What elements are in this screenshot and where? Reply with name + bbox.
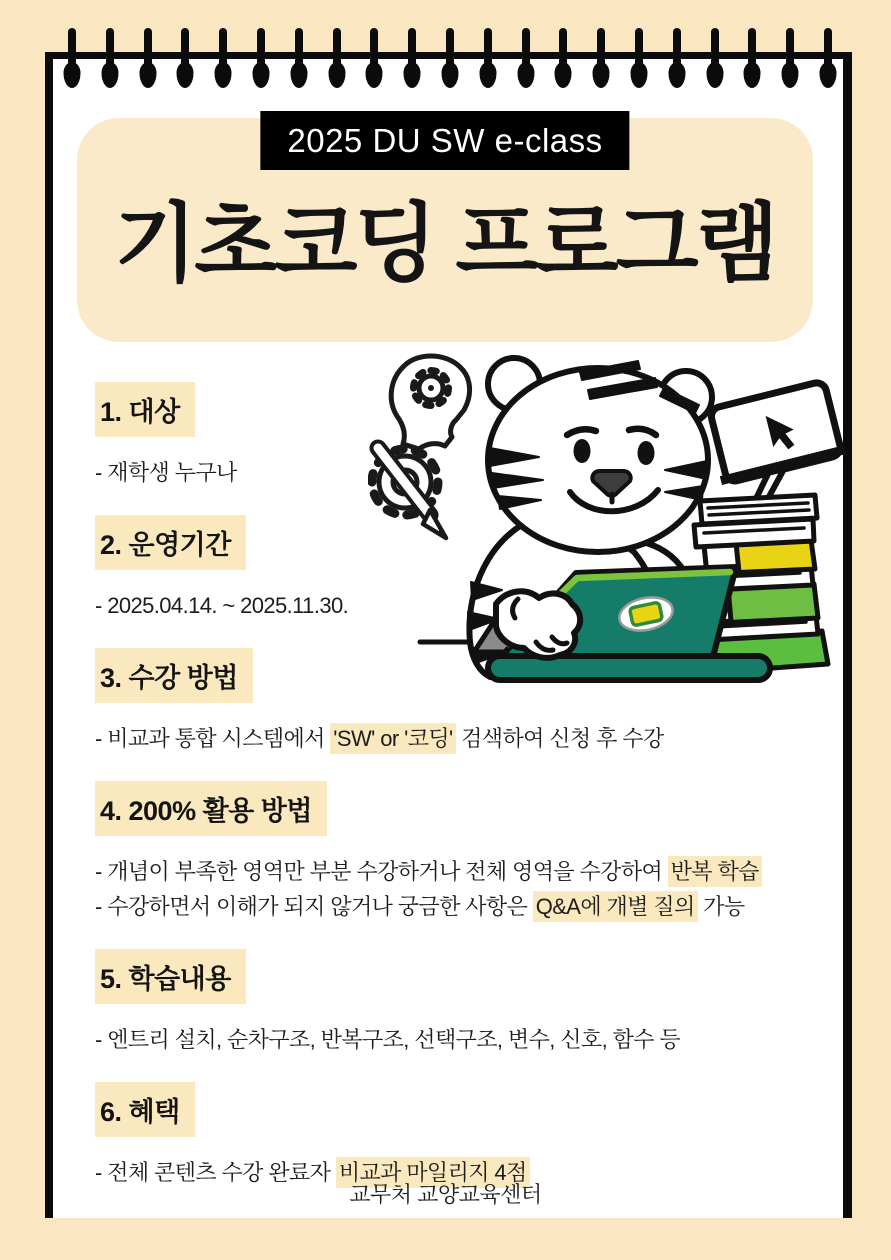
section-heading: 5. 학습내용 xyxy=(95,949,246,1004)
section-heading: 3. 수강 방법 xyxy=(95,648,253,703)
organizer-footer: 교무처 교양교육센터 xyxy=(349,1182,542,1207)
spiral-pin xyxy=(408,28,416,68)
spiral-pin xyxy=(144,28,152,68)
section-text-line xyxy=(95,890,801,923)
spiral-pin xyxy=(522,28,530,68)
text-segment: - 엔트리 설치, 순차구조, 반복구조, 선택구조, 변수, 신호, 함수 등 xyxy=(95,1027,681,1052)
mascot-illustration xyxy=(368,342,888,687)
text-segment: 검색하여 신청 후 수강 xyxy=(455,726,664,751)
spiral-pin xyxy=(748,28,756,68)
text-segment: - 재학생 누구나 xyxy=(95,460,237,485)
spiral-pin xyxy=(635,28,643,68)
spiral-pin xyxy=(484,28,492,68)
title-box xyxy=(77,118,813,342)
spiral-pin xyxy=(68,28,76,68)
section-text-line xyxy=(95,855,801,888)
spiral-pin xyxy=(786,28,794,68)
text-segment: - 수강하면서 이해가 되지 않거나 궁금한 사항은 xyxy=(95,894,533,919)
text-segment: - 2025.04.14. ~ 2025.11.30. xyxy=(95,593,349,618)
spiral-binding xyxy=(68,28,832,68)
section-text-line xyxy=(95,722,801,755)
spiral-pin xyxy=(219,28,227,68)
gear-pencil-icon xyxy=(372,448,446,538)
monitor-cursor-icon xyxy=(703,380,851,508)
highlighted-text: 반복 학습 xyxy=(668,856,762,887)
spiral-pin xyxy=(446,28,454,68)
poster-title: 기초코딩 프로그램 xyxy=(114,196,776,292)
program-badge: 2025 DU SW e-class xyxy=(260,111,629,170)
highlighted-text: Q&A에 개별 질의 xyxy=(533,891,698,922)
text-segment: - 전체 콘텐츠 수강 완료자 xyxy=(95,1160,336,1185)
text-segment: - 비교과 통합 시스템에서 xyxy=(95,726,331,751)
spiral-pin xyxy=(824,28,832,68)
highlighted-text: 비교과 마일리지 4점 xyxy=(336,1157,530,1188)
spiral-pin xyxy=(370,28,378,68)
spiral-pin xyxy=(181,28,189,68)
spiral-pin xyxy=(295,28,303,68)
info-section-6 xyxy=(95,1082,801,1189)
spiral-pin xyxy=(333,28,341,68)
spiral-pin xyxy=(257,28,265,68)
text-segment: 가능 xyxy=(697,894,745,919)
thinking-head-gear-icon xyxy=(391,356,469,449)
text-segment: - 개념이 부족한 영역만 부분 수강하거나 전체 영역을 수강하여 xyxy=(95,859,668,884)
section-heading: 6. 혜택 xyxy=(95,1082,195,1137)
spiral-pin xyxy=(106,28,114,68)
section-text-line xyxy=(95,1023,801,1056)
spiral-pin xyxy=(597,28,605,68)
spiral-pin xyxy=(711,28,719,68)
info-section-5 xyxy=(95,949,801,1056)
info-section-4 xyxy=(95,781,801,923)
highlighted-text: 'SW' or '코딩' xyxy=(330,723,455,754)
section-heading: 4. 200% 활용 방법 xyxy=(95,781,327,836)
spiral-pin xyxy=(559,28,567,68)
section-heading: 2. 운영기간 xyxy=(95,515,246,570)
spiral-pin xyxy=(673,28,681,68)
section-heading: 1. 대상 xyxy=(95,382,195,437)
